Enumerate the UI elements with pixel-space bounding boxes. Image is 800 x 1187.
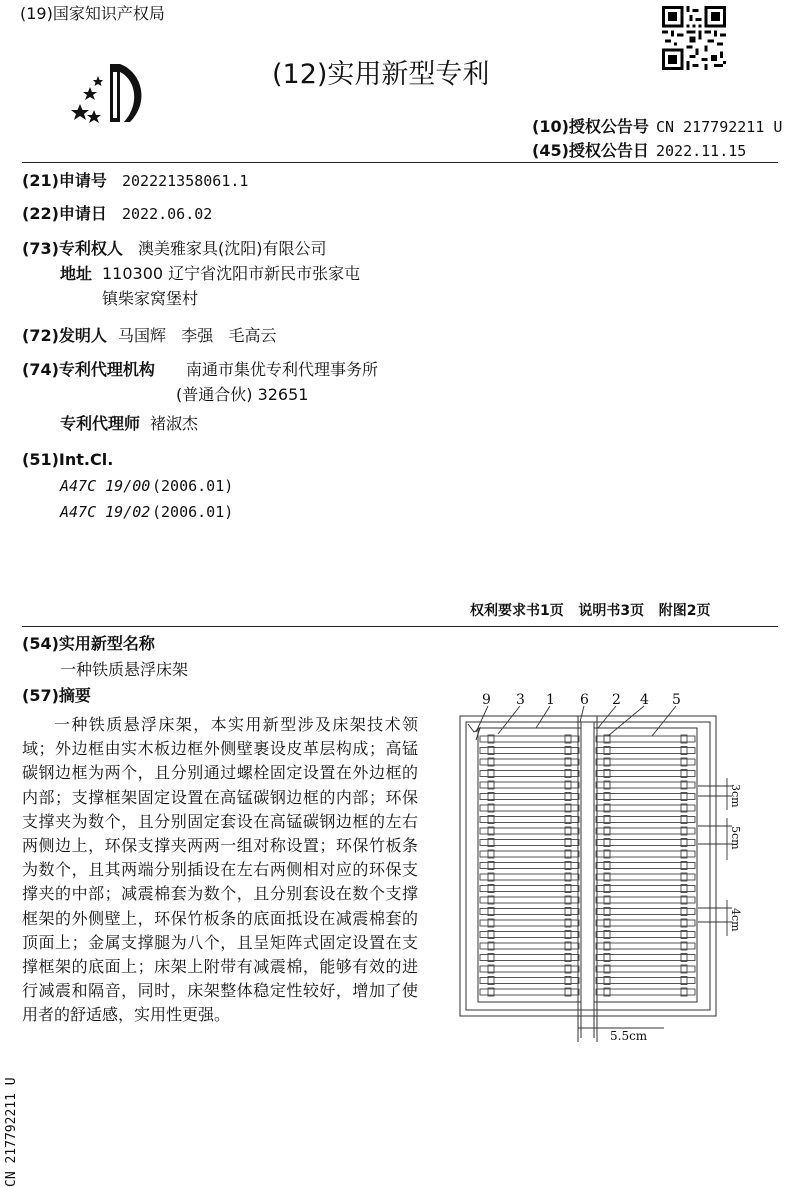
bed-slat bbox=[596, 736, 695, 742]
pub-date-label: (45)授权公告日 bbox=[532, 141, 649, 160]
app-date: 2022.06.02 bbox=[122, 205, 213, 223]
bed-slat bbox=[596, 886, 695, 892]
app-date-label: (22)申请日 bbox=[22, 204, 107, 223]
dimension-5-5cm: 5.5cm bbox=[610, 1029, 648, 1043]
bed-slat bbox=[480, 943, 579, 949]
bed-slat bbox=[480, 978, 579, 984]
agency-label: (74)专利代理机构 bbox=[22, 360, 155, 379]
dimension-3cm: 3cm bbox=[729, 784, 742, 808]
bed-slat bbox=[596, 989, 695, 995]
ipc-1-year: (2006.01) bbox=[152, 477, 234, 495]
intcl-label: (51)Int.Cl. bbox=[22, 450, 114, 469]
office-name: (19)国家知识产权局 bbox=[20, 4, 165, 23]
bed-slat bbox=[480, 828, 579, 834]
figure-callout-4: 4 bbox=[640, 692, 649, 708]
side-pub-number: CN 217792211 U bbox=[4, 1077, 19, 1187]
bed-slat bbox=[480, 920, 579, 926]
bed-slat bbox=[480, 897, 579, 903]
bed-slat bbox=[480, 840, 579, 846]
ipc-2-year: (2006.01) bbox=[152, 503, 234, 521]
bed-slat bbox=[480, 805, 579, 811]
bed-slat bbox=[596, 840, 695, 846]
ipc-1-code: A47C 19/00 bbox=[60, 477, 151, 495]
bed-slat bbox=[596, 805, 695, 811]
figure-callout-9: 9 bbox=[482, 692, 491, 708]
bed-slat bbox=[596, 817, 695, 823]
figure-callout-6: 6 bbox=[580, 692, 589, 708]
pub-number-label: (10)授权公告号 bbox=[532, 117, 649, 136]
agent-label: 专利代理师 bbox=[60, 414, 141, 433]
bed-frame-drawing bbox=[440, 688, 760, 1048]
inventors: 马国辉 李强 毛高云 bbox=[118, 326, 277, 345]
figure-callout-2: 2 bbox=[612, 692, 621, 708]
address-line-1: 110300 辽宁省沈阳市新民市张家屯 bbox=[102, 264, 361, 283]
qr-code-icon bbox=[662, 6, 726, 70]
utility-model-title: 一种铁质悬浮床架 bbox=[60, 660, 189, 679]
bed-slat bbox=[596, 851, 695, 857]
title-label: (54)实用新型名称 bbox=[22, 634, 155, 653]
bed-slat bbox=[480, 771, 579, 777]
dimension-5cm: 5cm bbox=[729, 826, 742, 850]
cnipa-logo-icon bbox=[70, 62, 160, 124]
section-divider bbox=[22, 626, 778, 627]
bed-slat bbox=[596, 863, 695, 869]
figure-callout-5: 5 bbox=[672, 692, 681, 708]
bed-slat bbox=[480, 955, 579, 961]
bed-slat bbox=[480, 909, 579, 915]
bed-slat bbox=[596, 828, 695, 834]
bed-slat bbox=[596, 955, 695, 961]
bed-slat bbox=[596, 943, 695, 949]
address-line-2: 镇柴家窝堡村 bbox=[102, 289, 199, 308]
bed-slat bbox=[596, 920, 695, 926]
holder-label: (73)专利权人 bbox=[22, 239, 123, 258]
document-type-title: (12)实用新型专利 bbox=[272, 59, 490, 90]
bed-slat bbox=[480, 736, 579, 742]
ipc-2-code: A47C 19/02 bbox=[60, 503, 151, 521]
bed-slat bbox=[480, 817, 579, 823]
bed-slat bbox=[480, 782, 579, 788]
bed-slat bbox=[480, 851, 579, 857]
figure-callout-1: 1 bbox=[546, 692, 555, 708]
bed-slat bbox=[596, 794, 695, 800]
bed-slat bbox=[596, 771, 695, 777]
bed-slat bbox=[480, 966, 579, 972]
bed-slat bbox=[596, 748, 695, 754]
abstract-body bbox=[22, 713, 418, 1028]
bed-slat bbox=[596, 897, 695, 903]
holder: 澳美雅家具(沈阳)有限公司 bbox=[138, 239, 327, 258]
app-no-label: (21)申请号 bbox=[22, 171, 107, 190]
pages-note: 权利要求书1页 说明书3页 附图2页 bbox=[470, 603, 711, 619]
bed-slat bbox=[480, 886, 579, 892]
bed-slat bbox=[596, 978, 695, 984]
address-label: 地址 bbox=[60, 264, 93, 283]
bed-slat bbox=[480, 932, 579, 938]
bed-slat bbox=[480, 874, 579, 880]
bed-slat bbox=[480, 759, 579, 765]
inventor-label: (72)发明人 bbox=[22, 326, 107, 345]
pub-number: CN 217792211 U bbox=[656, 118, 783, 136]
bed-slat bbox=[596, 966, 695, 972]
abstract-label: (57)摘要 bbox=[22, 686, 91, 705]
figure-callout-3: 3 bbox=[516, 692, 525, 708]
agency-line-1: 南通市集优专利代理事务所 bbox=[186, 360, 379, 379]
bed-slat bbox=[596, 782, 695, 788]
dimension-4cm: 4cm bbox=[729, 908, 742, 932]
bed-slat bbox=[596, 759, 695, 765]
agency-line-2: (普通合伙) 32651 bbox=[176, 385, 309, 404]
bed-slat bbox=[596, 932, 695, 938]
agent: 褚淑杰 bbox=[150, 414, 199, 433]
bed-slat bbox=[596, 874, 695, 880]
abstract-text: 一种铁质悬浮床架，本实用新型涉及床架技术领域；外边框由实木板边框外侧壁裹设皮革层构成；高锰碳钢边框为两个，且分别通过螺栓固定设置在外边框的内部；支撑框架固定设置在高锰碳钢边框的内部；环保支撑夹为数个，且分别固定套设在高锰碳钢边框的左右两侧边上，环保支撑夹两两一组对称设置；环保竹板条为数个，且其两端分别插设在左右两侧相对应的环保支撑夹的中部；减震棉套为数个，且分别套设在数个支撑框架的外侧壁上，环保竹板条的底面抵设在减震棉套的顶面上；金属支撑腿为八个，且呈矩阵式固定设置在支撑框架的底面上；床架上附带有减震棉，能够有效的进行减震和隔音，同时，床架整体稳定性较好，增加了使用者的舒适感，实用性更强。 bbox=[22, 715, 418, 1025]
bed-slat bbox=[596, 909, 695, 915]
bed-slat bbox=[480, 989, 579, 995]
bed-slat bbox=[480, 748, 579, 754]
bed-slat bbox=[480, 794, 579, 800]
header-divider bbox=[22, 162, 778, 163]
bed-slat bbox=[480, 863, 579, 869]
app-no: 202221358061.1 bbox=[122, 172, 249, 190]
pub-date: 2022.11.15 bbox=[656, 142, 747, 160]
